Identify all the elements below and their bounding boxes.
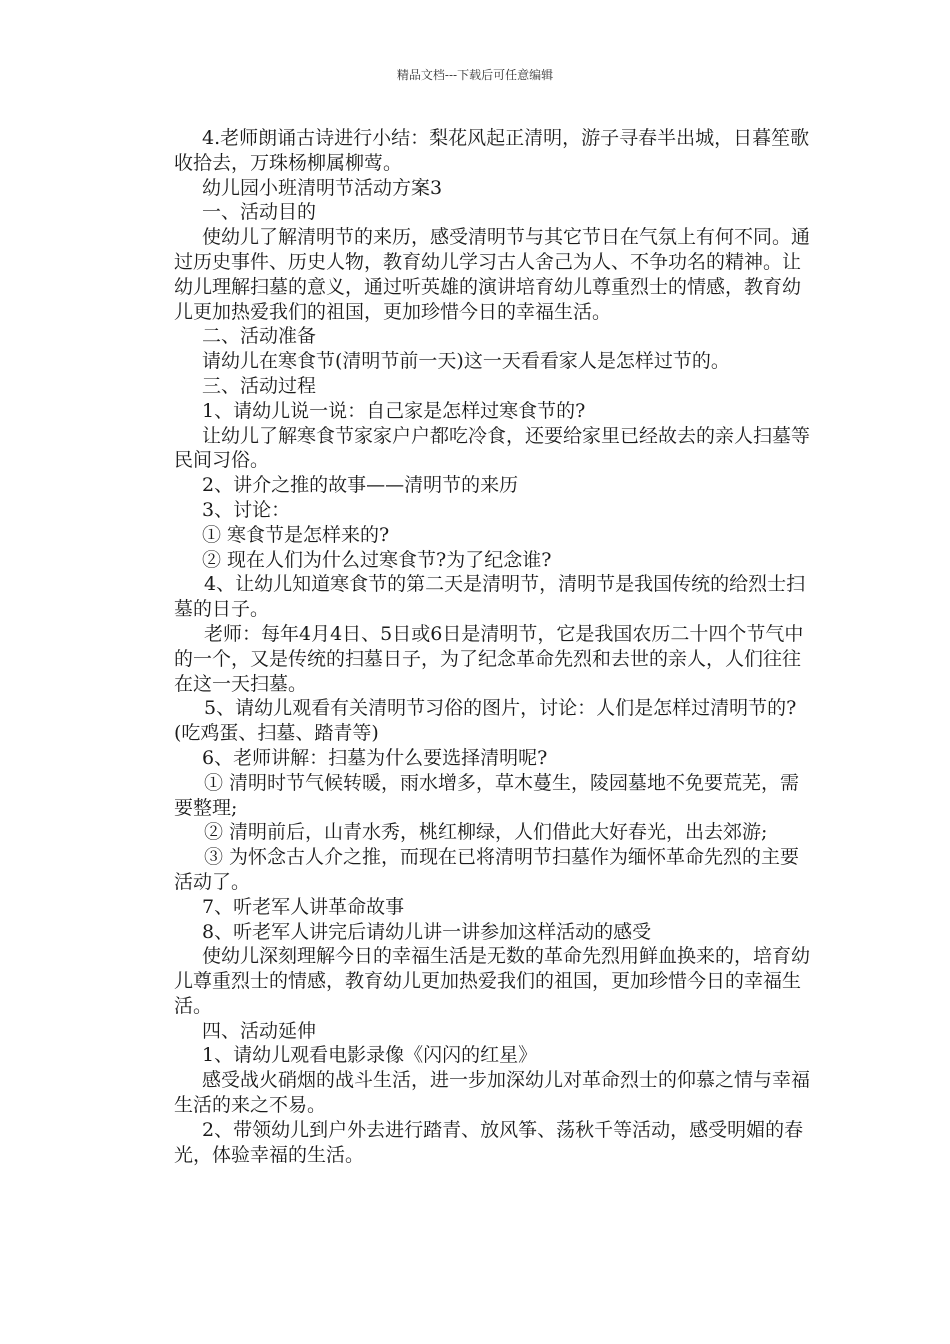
list-item: 6、老师讲解：扫墓为什么要选择清明呢? [202, 746, 548, 769]
list-item: 1、请幼儿说一说：自己家是怎样过寒食节的? [202, 399, 586, 422]
paragraph-preparation: 请幼儿在寒食节(清明节前一天)这一天看看家人是怎样过节的。 [202, 350, 730, 373]
paragraph: 使幼儿深刻理解今日的幸福生活是无数的革命先烈用鲜血换来的，培育幼儿尊重烈士的情感，教育幼儿更加热爱我们的祖国，更加珍惜今日的幸福生活。 [174, 945, 811, 1017]
list-item: ① 寒食节是怎样来的? [202, 523, 390, 546]
list-item: 2、讲介之推的故事——清明节的来历 [202, 474, 519, 497]
list-item: 3、讨论： [202, 498, 291, 521]
list-item: 5、请幼儿观看有关清明节习俗的图片，讨论：人们是怎样过清明节的?(吃鸡蛋、扫墓、踏青等) [174, 697, 797, 745]
list-item: 7、听老军人讲革命故事 [202, 895, 405, 918]
heading-preparation: 二、活动准备 [202, 325, 317, 348]
list-item: 1、请幼儿观看电影录像《闪闪的红星》 [202, 1044, 538, 1067]
list-item: ③ 为怀念古人介之推，而现在已将清明节扫墓作为缅怀革命先烈的主要活动了。 [174, 846, 800, 893]
list-item: 8、听老军人讲完后请幼儿讲一讲参加这样活动的感受 [202, 920, 652, 943]
page-header: 精品文档---下载后可任意编辑 [396, 68, 554, 82]
paragraph: 感受战火硝烟的战斗生活，进一步加深幼儿对革命烈士的仰慕之情与幸福生活的来之不易。 [174, 1069, 811, 1117]
heading-process: 三、活动过程 [202, 374, 317, 397]
heading-extension: 四、活动延伸 [202, 1019, 317, 1042]
list-item: ② 清明前后，山青水秀，桃红柳绿，人们借此大好春光，出去郊游; [204, 821, 768, 844]
list-item: ① 清明时节气候转暖，雨水增多，草木蔓生，陵园墓地不免要荒芜，需要整理; [174, 771, 800, 819]
document-body [174, 126, 814, 1167]
list-item: 4、让幼儿知道寒食节的第二天是清明节，清明节是我国传统的给烈士扫墓的日子。 [174, 573, 806, 621]
list-item: ② 现在人们为什么过寒食节?为了纪念谁? [202, 548, 552, 571]
paragraph: 让幼儿了解寒食节家家户户都吃冷食，还要给家里已经故去的亲人扫墓等民间习俗。 [174, 424, 811, 472]
list-item: 2、带领幼儿到户外去进行踏青、放风筝、荡秋千等活动，感受明媚的春光，体验幸福的生活。 [174, 1118, 804, 1166]
section-title: 幼儿园小班清明节活动方案3 [202, 176, 443, 199]
paragraph-summary: 4.老师朗诵古诗进行小结：梨花风起正清明，游子寻春半出城，日暮笙歌收拾去，万珠杨柳属柳莺。 [174, 127, 810, 174]
paragraph-goal: 使幼儿了解清明节的来历，感受清明节与其它节日在气氛上有何不同。通过历史事件、历史人物，教育幼儿学习古人舍己为人、不争功名的精神。让幼儿理解扫墓的意义，通过听英雄的演讲培育幼儿尊重烈士的情感，教育幼儿更加热爱我们的祖国，更加珍惜今日的幸福生活。 [174, 226, 811, 323]
paragraph: 老师：每年4月4日、5日或6日是清明节，它是我国农历二十四个节气中的一个，又是传统的扫墓日子，为了纪念革命先烈和去世的亲人，人们往往在这一天扫墓。 [174, 622, 804, 695]
heading-goal: 一、活动目的 [202, 201, 317, 224]
